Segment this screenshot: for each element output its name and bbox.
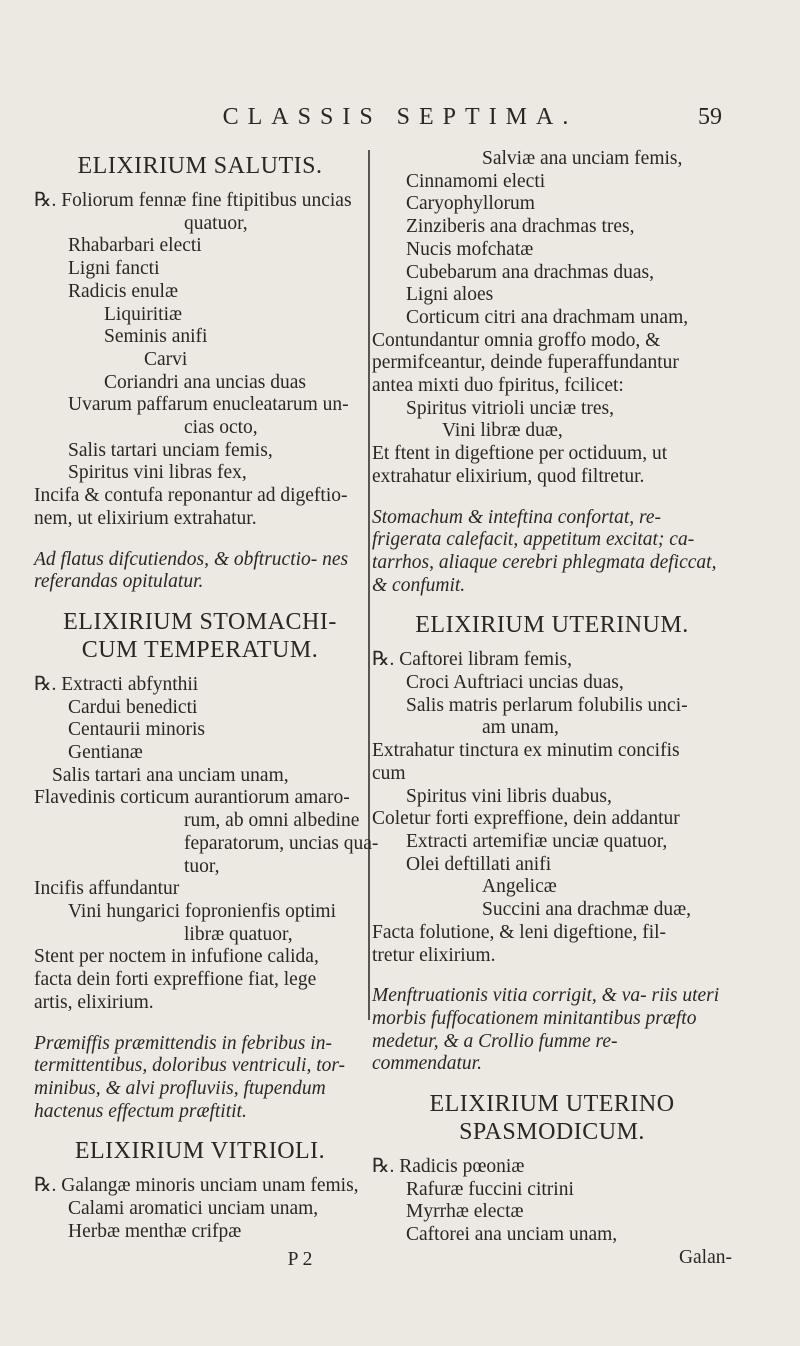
recipe-line: Stent per noctem in infufione calida, [34,946,319,968]
section-title: ELIXIRIUM UTERINO SPASMODICUM. [429,1091,675,1146]
recipe-line: ℞. Galangæ minoris unciam unam femis, [34,1175,359,1197]
recipe-line: permifceantur, deinde fuperaffundantur [372,352,679,374]
recipe-line: cias octo, [184,417,258,439]
recipe-line: Corticum citri ana drachmam unam, [406,306,689,328]
recipe-line: Contundantur omnia groffo modo, & [372,329,661,351]
recipe-line: Galan- [678,1246,732,1268]
recipe-line: quatuor, [184,212,248,234]
section-title: ELIXIRIUM UTERINUM. [415,612,689,639]
recipe-line: Incifis affundantur [34,878,180,900]
section-note: Stomachum & inteftina confortat, re- frigerata calefacit, appetitum excitat; ca- tarrhos, aliaque cerebri phlegmata deficcat, & confumit. [372,506,717,596]
recipe-line: Olei deftillati anifi [406,853,552,875]
column-divider [368,150,370,1020]
recipe-line: Angelicæ [482,876,557,898]
recipe-line: Carvi [144,348,188,370]
recipe-line: Liquiritiæ [104,303,182,325]
recipe-line: Coletur forti expreffione, dein addantur [372,808,680,830]
recipe-line: Rhabarbari electi [68,235,202,257]
section-title: ELIXIRIUM VITRIOLI. [74,1138,326,1165]
recipe-line: Salis tartari unciam femis, [68,439,273,461]
recipe-line: Radicis enulæ [68,280,178,302]
recipe-line: Spiritus vini libras fex, [68,462,247,484]
recipe-line: Rafuræ fuccini citrini [406,1178,574,1200]
recipe-line: Vini libræ duæ, [442,420,563,442]
recipe-line: Extracti artemifiæ unciæ quatuor, [406,830,668,852]
recipe-line: artis, elixirium. [34,991,154,1013]
signature-mark: P 2 [287,1249,313,1271]
recipe-line: Herbæ menthæ crifpæ [68,1220,242,1242]
recipe-line: am unam, [482,717,559,739]
recipe-line: Ligni aloes [406,284,494,306]
recipe-line: facta dein forti expreffione fiat, lege [34,969,317,991]
recipe-line: Flavedinis corticum aurantiorum amaro- [34,787,350,809]
recipe-line: Vini hungarici fopronienfis optimi [68,900,336,922]
recipe-line: feparatorum, uncias qua- [184,832,379,854]
recipe-line: Cubebarum ana drachmas duas, [406,261,654,283]
recipe-line: Ligni fancti [68,258,160,280]
recipe-line: ℞. Radicis pœoniæ [372,1156,525,1178]
recipe-line: tuor, [184,855,220,877]
recipe-line: extrahatur elixirium, quod filtretur. [372,465,645,487]
recipe-line: nem, ut elixirium extrahatur. [34,507,257,529]
recipe-line: Succini ana drachmæ duæ, [482,899,692,921]
recipe-line: ℞. Extracti abfynthii [34,673,199,695]
recipe-line: Centaurii minoris [68,719,206,741]
recipe-line: Caryophyllorum [406,193,535,215]
recipe-line: Facta folutione, & leni digeftione, fil- [372,921,667,943]
left-column [34,148,379,1272]
recipe-line: Salviæ ana unciam femis, [482,148,683,169]
recipe-line: Gentianæ [68,742,143,764]
page-number: 59 [698,104,722,130]
recipe-line: Zinziberis ana drachmas tres, [406,216,635,238]
recipe-line: Nucis mofchatæ [406,238,534,260]
recipe-line: Calami aromatici unciam unam, [68,1198,319,1220]
section-note: Præmiffis præmittendis in febribus in- termittentibus, doloribus ventriculi, tor- minibus, & alvi profluviis, ftupendum hactenus effectum præftitit. [34,1032,346,1122]
recipe-line: Salis tartari ana unciam unam, [52,764,289,786]
page-header [0,104,800,144]
recipe-line: Seminis anifi [104,326,208,348]
recipe-line: ℞. Caftorei libram femis, [372,649,572,671]
section-title: ELIXIRIUM SALUTIS. [77,153,323,179]
recipe-line: antea mixti duo fpiritus, fcilicet: [372,375,624,397]
recipe-line: Extrahatur tinctura ex minutim concifis [372,740,680,762]
recipe-line: Coriandri ana uncias duas [104,371,306,393]
running-head: CLASSIS SEPTIMA. [222,104,578,130]
recipe-line: Incifa & contufa reponantur ad digeftio- [34,485,348,507]
recipe-line: libræ quatuor, [184,923,293,945]
recipe-line: Croci Auftriaci uncias duas, [406,672,624,694]
recipe-line: tretur elixirium. [372,944,496,966]
recipe-line: cum [372,762,406,784]
recipe-line: Salis matris perlarum folubilis unci- [406,694,688,716]
recipe-line: Cinnamomi electi [406,170,546,192]
recipe-line: rum, ab omni albedine [184,810,360,832]
recipe-line: Spiritus vini libris duabus, [406,785,612,807]
section-note: Menftruationis vitia corrigit, & va- riis uteri morbis fuffocationem minitantibus præfto medetur, & a Crollio fumme re- commendatur. [372,985,720,1075]
section-note: Ad flatus difcutiendos, & obftructio- nes referandas opitulatur. [34,548,349,593]
recipe-line: ℞. Foliorum fennæ fine ftipitibus uncias [34,190,352,211]
recipe-line: Cardui benedicti [68,696,198,718]
section-title: ELIXIRIUM STOMACHI- CUM TEMPERATUM. [63,608,337,663]
recipe-line: Myrrhæ electæ [406,1201,524,1223]
recipe-line: Et ftent in digeftione per octiduum, ut [372,443,668,465]
recipe-line: Uvarum paffarum enucleatarum un- [68,394,349,416]
recipe-line: Caftorei ana unciam unam, [406,1224,618,1246]
right-column [372,148,732,1270]
recipe-line: Spiritus vitrioli unciæ tres, [406,397,614,419]
